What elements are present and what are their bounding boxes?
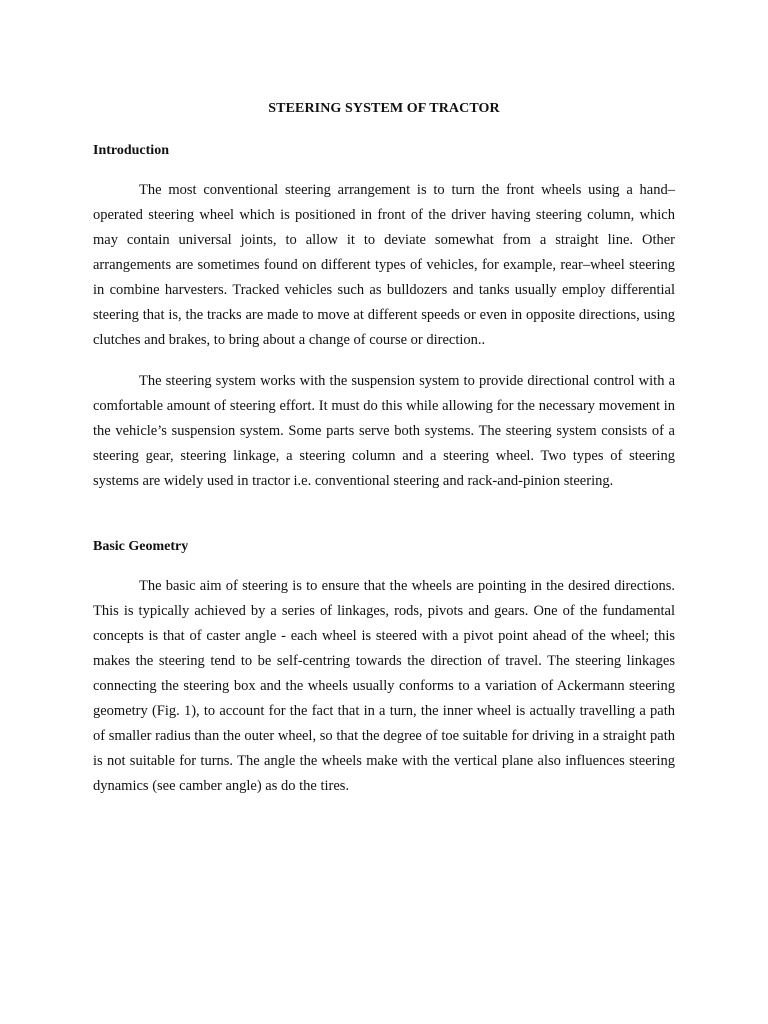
section-heading-introduction: Introduction [93, 143, 169, 158]
document-title: STEERING SYSTEM OF TRACTOR [268, 101, 500, 116]
paragraph-introduction-2: The steering system works with the suspension system to provide directional control with a comfortable amount of steering effort. It must do this while allowing for the necessary movement in the vehicle’s suspension system. Some parts serve both systems. The steering system consists of a steering gear, steering linkage, a steering column and a steering wheel. Two types of steering systems are widely used in tractor i.e. conventional steering and rack-and-pinion steering. [93, 373, 675, 489]
paragraph-basic-geometry-1: The basic aim of steering is to ensure that the wheels are pointing in the desired directions. This is typically achieved by a series of linkages, rods, pivots and gears. One of the fundamental concepts is that of caster angle - each wheel is steered with a pivot point ahead of the wheel; this makes the steering tend to be self-centring towards the direction of travel. The steering linkages connecting the steering box and the wheels usually conforms to a variation of Ackermann steering geometry (Fig. 1), to account for the fact that in a turn, the inner wheel is actually travelling a path of smaller radius than the outer wheel, so that the degree of toe suitable for driving in a straight path is not suitable for turns. The angle the wheels make with the vertical plane also influences steering dynamics (see camber angle) as do the tires. [93, 578, 675, 794]
section-heading-basic-geometry: Basic Geometry [93, 539, 189, 554]
paragraph-introduction-1: The most conventional steering arrangement is to turn the front wheels using a hand–operated steering wheel which is positioned in front of the driver having steering column, which may contain universal joints, to allow it to deviate somewhat from a straight line. Other arrangements are sometimes found on different types of vehicles, for example, rear–wheel steering in combine harvesters. Tracked vehicles such as bulldozers and tanks usually employ differential steering that is, the tracks are made to move at different speeds or even in opposite directions, using clutches and brakes, to bring about a change of course or direction.. [93, 182, 675, 348]
